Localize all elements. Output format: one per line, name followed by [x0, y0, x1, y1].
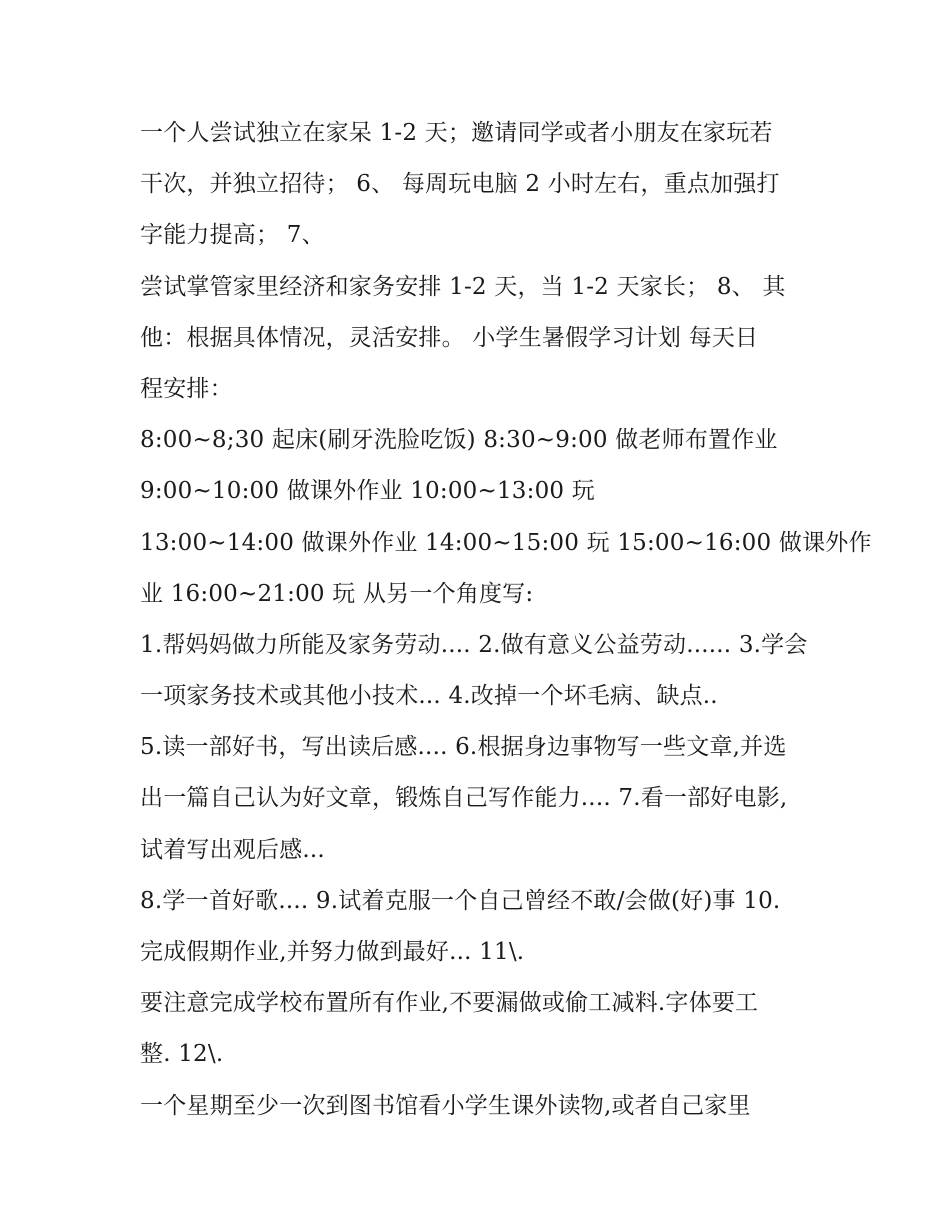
text-line: 8.学一首好歌.... 9.试着克服一个自己曾经不敢/会做(好)事 10.	[140, 887, 781, 914]
body-text	[140, 108, 872, 1132]
text-line: 一个人尝试独立在家呆 1-2 天；邀请同学或者小朋友在家玩若	[140, 120, 773, 146]
text-line: 他：根据具体情况，灵活安排。 小学生暑假学习计划 每天日	[140, 324, 759, 351]
text-line: 13:00~14:00 做课外作业 14:00~15:00 玩 15:00~16:00 做课外作	[140, 529, 872, 556]
text-line: 业 16:00~21:00 玩 从另一个角度写:	[140, 580, 534, 607]
text-line: 试着写出观后感...	[140, 836, 325, 863]
text-line: 一个星期至少一次到图书馆看小学生课外读物,或者自己家里	[140, 1092, 751, 1119]
text-line: 尝试掌管家里经济和家务安排 1-2 天，当 1-2 天家长； 8、 其	[140, 273, 786, 300]
text-line: 1.帮妈妈做力所能及家务劳动.... 2.做有意义公益劳动...... 3.学会	[140, 631, 808, 658]
text-line: 8:00~8;30 起床(刷牙洗脸吃饭) 8:30~9:00 做老师布置作业	[140, 427, 778, 454]
text-line: 干次，并独立招待； 6、 每周玩电脑 2 小时左右，重点加强打	[140, 171, 780, 198]
text-line: 要注意完成学校布置所有作业,不要漏做或偷工减料.字体要工	[140, 990, 759, 1017]
text-line: 出一篇自己认为好文章，锻炼自己写作能力.... 7.看一部好电影,	[140, 785, 788, 812]
text-line: 整. 12\.	[140, 1041, 224, 1068]
text-line: 字能力提高； 7、	[140, 222, 325, 249]
text-line: 9:00~10:00 做课外作业 10:00~13:00 玩	[140, 478, 595, 505]
text-line: 程安排：	[140, 375, 233, 402]
text-line: 一项家务技术或其他小技术... 4.改掉一个坏毛病、缺点..	[140, 683, 718, 710]
text-line: 完成假期作业,并努力做到最好... 11\.	[140, 939, 525, 965]
text-line: 5.读一部好书，写出读后感.... 6.根据身边事物写一些文章,并选	[140, 734, 787, 761]
